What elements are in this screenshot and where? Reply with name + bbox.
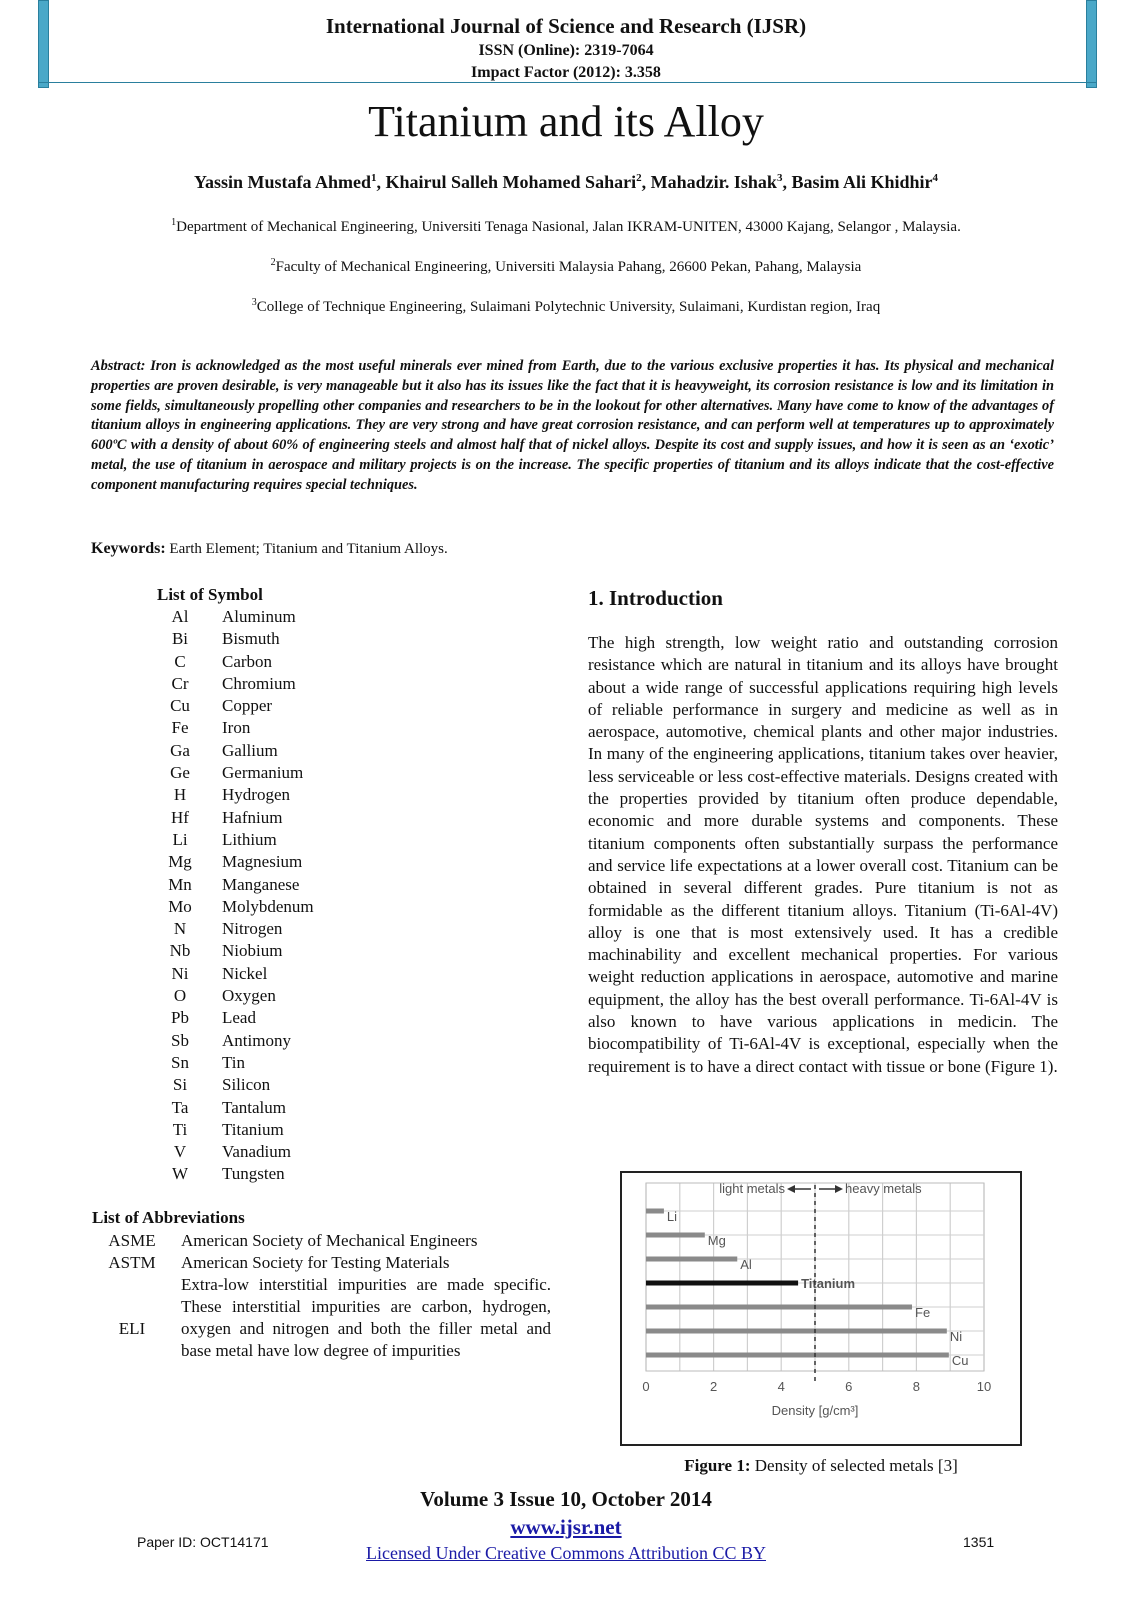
symbol-name: Titanium	[222, 1119, 284, 1139]
symbol-abbr: O	[173, 986, 187, 1006]
symbol-name: Germanium	[222, 763, 304, 783]
affiliation-2: $^2$Faculty of Mechanical Engineering, Universiti Malaysia Pahang, 26600 Pekan, Pahang, Malaysia	[270, 257, 862, 275]
symbol-row	[150, 1074, 314, 1096]
symbols-heading: List of Symbol	[157, 585, 263, 604]
symbol-abbr: Mn	[168, 874, 192, 894]
x-tick-label: 6	[845, 1379, 853, 1394]
symbol-abbr: Ni	[171, 963, 189, 983]
symbol-abbr: Ga	[170, 740, 190, 760]
keywords	[91, 540, 1054, 558]
symbol-row	[150, 1163, 314, 1185]
abbreviation-key: ASTM	[108, 1253, 156, 1272]
figure-caption	[620, 1456, 1022, 1476]
impact-factor: Impact Factor (2012): 3.358	[471, 64, 661, 81]
abbreviation-text: American Society of Mechanical Engineers	[181, 1231, 478, 1250]
symbol-row	[150, 829, 314, 851]
x-tick-label: 2	[709, 1379, 718, 1394]
figure-caption-text: Density of selected metals [3]	[750, 1456, 958, 1475]
symbol-name: Bismuth	[222, 629, 280, 649]
symbol-abbr: Hf	[171, 807, 189, 827]
symbol-abbr: Mo	[168, 896, 192, 916]
bar-label-fe: Fe	[915, 1305, 931, 1320]
symbol-name: Nitrogen	[222, 919, 283, 939]
symbol-abbr: N	[173, 919, 187, 939]
bar-label-cu: Cu	[951, 1353, 969, 1368]
authors: Yassin Mustafa Ahmed$^1$, Khairul Salleh Mohamed Sahari$^2$, Mahadzir. Ishak$^3$, Basim Ali Khidhir$^4$	[194, 172, 938, 192]
symbol-name: Copper	[222, 696, 273, 716]
symbol-name: Chromium	[222, 673, 296, 693]
symbol-row	[150, 896, 314, 918]
symbol-list	[150, 606, 314, 1186]
keywords-text: Earth Element; Titanium and Titanium Alloys.	[165, 541, 448, 557]
x-tick-label: 10	[976, 1379, 992, 1394]
density-chart	[620, 1171, 1022, 1446]
symbol-row	[150, 717, 314, 739]
bar-label-al: Al	[740, 1257, 752, 1272]
symbol-row	[150, 1030, 314, 1052]
footer-license-link[interactable]: Licensed Under Creative Commons Attribution CC BY	[366, 1543, 766, 1563]
symbol-row	[150, 1052, 314, 1074]
symbol-abbr: Bi	[171, 629, 189, 649]
symbol-abbr: C	[174, 651, 186, 671]
symbol-row	[150, 628, 314, 650]
affiliation-3: $^3$College of Technique Engineering, Sulaimani Polytechnic University, Sulaimani, Kurdistan region, Iraq	[251, 297, 881, 315]
symbol-name: Lead	[222, 1008, 256, 1028]
symbol-abbr: Ge	[170, 763, 190, 783]
symbol-name: Aluminum	[222, 607, 296, 626]
symbol-abbr: Sn	[171, 1052, 189, 1072]
symbol-name: Molybdenum	[222, 896, 314, 916]
symbol-name: Tin	[222, 1052, 246, 1072]
footer-paper-id: Paper ID: OCT14171	[137, 1534, 269, 1550]
chart-x-axis-label: Density [g/cm³]	[771, 1403, 859, 1418]
symbol-name: Oxygen	[222, 986, 276, 1006]
symbol-abbr: Mg	[168, 852, 192, 872]
symbol-name: Tungsten	[222, 1164, 285, 1184]
issn: ISSN (Online): 2319-7064	[478, 42, 654, 59]
header-rule	[38, 82, 1096, 83]
abbreviation-key: ELI	[118, 1319, 146, 1338]
symbol-row	[150, 963, 314, 985]
footer-page-number: 1351	[963, 1534, 995, 1550]
symbol-name: Hafnium	[222, 807, 283, 827]
paper-title: Titanium and its Alloy	[368, 97, 764, 146]
symbol-abbr: H	[173, 785, 187, 805]
abstract: Abstract: Iron is acknowledged as the most useful minerals ever mined from Earth, due to the various exclusive properties it has. Its physical and mechanical properties are proven desirable, is very manageable but it also has its issues like the fact that it is heavyweight, its corrosion resistance is low and its limitation in some fields, simultaneously propelling other companies and researchers to be in the lookout for other alternatives. Many have come to know of the advantages of titanium alloys in engineering applications. They are very strong and have great corrosion resistance, and can perform well at temperatures up to approximately 600ºC with a density of about 60% of engineering steels and almost half that of nickel alloys. Despite its cost and supply issues, and how it is seen as an ‘exotic’ metal, the use of titanium in aerospace and military projects is on the increase. The specific properties of titanium and its alloys indicate that the cost-effective component manufacturing requires special techniques.	[91, 358, 1054, 493]
figure-caption-label: Figure 1:	[684, 1456, 751, 1475]
annotation-heavy-metals: heavy metals	[845, 1181, 922, 1196]
symbol-name: Gallium	[222, 740, 278, 760]
symbol-row	[150, 918, 314, 940]
keywords-label: Keywords:	[91, 540, 166, 557]
footer-volume: Volume 3 Issue 10, October 2014	[420, 1487, 712, 1511]
symbol-row	[150, 740, 314, 762]
symbol-row	[150, 673, 314, 695]
symbol-row	[150, 940, 314, 962]
symbol-row	[150, 851, 314, 873]
introduction-body: The high strength, low weight ratio and outstanding corrosion resistance which are natural in titanium and its alloys have brought about a wide range of successful applications requiring high levels of reliable performance in surgery and medicine as well as in aerospace, automotive, chemical plants and other major industries. In many of the engineering applications, titanium takes over heavier, less serviceable or less cost-effective materials. Designs created with the properties provided by titanium often produce dependable, economic and more durable systems and components. These titanium components often substantially surpass the performance and service life expectations at a lower overall cost. Titanium can be obtained in several different grades. Pure titanium is not as formidable as the different titanium alloys. Titanium (Ti-6Al-4V) alloy is one that is most extensively used. It has a credible machinability and excellent mechanical properties. For various weight reduction applications in aerospace, automotive and marine equipment, the alloy has the best overall performance. Ti-6Al-4V is also known to have various applications in medicin. The biocompatibility of Ti-6Al-4V is exceptional, especially when the requirement is to have a direct contact with tissue or bone (Figure 1).	[588, 633, 1058, 1076]
x-tick-label: 4	[777, 1379, 785, 1394]
bar-label-ni: Ni	[949, 1329, 963, 1344]
symbol-name: Magnesium	[222, 852, 303, 872]
symbol-row	[150, 784, 314, 806]
symbol-name: Nickel	[222, 963, 268, 983]
symbol-row	[150, 695, 314, 717]
symbol-abbr: Fe	[171, 718, 189, 738]
journal-name: International Journal of Science and Research (IJSR)	[325, 14, 807, 38]
symbol-abbr: Si	[172, 1075, 188, 1095]
symbol-abbr: Al	[171, 607, 189, 626]
symbol-abbr: Nb	[169, 941, 191, 961]
symbol-name: Vanadium	[222, 1142, 291, 1162]
symbol-name: Silicon	[222, 1075, 271, 1095]
symbol-abbr: Li	[172, 829, 188, 849]
symbol-abbr: W	[171, 1164, 189, 1184]
symbol-row	[150, 1141, 314, 1163]
abbreviations-heading: List of Abbreviations	[92, 1208, 245, 1227]
abbreviation-key: ASME	[108, 1231, 156, 1250]
bar-label-mg: Mg	[707, 1233, 726, 1248]
symbol-row	[150, 1097, 314, 1119]
bar-label-titanium: Titanium	[801, 1276, 856, 1291]
annotation-light-metals: light metals	[719, 1181, 785, 1196]
symbol-abbr: Cr	[171, 673, 189, 693]
symbol-abbr: Ta	[171, 1097, 189, 1117]
symbol-row	[150, 762, 314, 784]
symbol-row	[150, 807, 314, 829]
symbol-abbr: V	[173, 1142, 187, 1162]
symbol-name: Antimony	[222, 1030, 291, 1050]
section-heading-introduction: 1. Introduction	[588, 586, 723, 610]
symbol-name: Hydrogen	[222, 785, 290, 805]
symbol-row	[150, 1007, 314, 1029]
symbol-abbr: Pb	[171, 1008, 189, 1028]
x-tick-label: 8	[912, 1379, 921, 1394]
symbol-name: Lithium	[222, 829, 277, 849]
symbol-name: Manganese	[222, 874, 300, 894]
symbol-name: Carbon	[222, 651, 273, 671]
symbol-row	[150, 874, 314, 896]
symbol-abbr: Sb	[171, 1030, 189, 1050]
abbreviation-text: American Society for Testing Materials	[181, 1253, 450, 1272]
symbol-name: Tantalum	[222, 1097, 286, 1117]
symbol-name: Iron	[222, 718, 251, 738]
abbreviation-text: Extra-low interstitial impurities are made specific. These interstitial impurities are carbon, hydrogen, oxygen and nitrogen and both the filler metal and base metal have low degree of impurities	[181, 1275, 551, 1360]
symbol-row	[150, 1119, 314, 1141]
footer-site-link[interactable]: www.ijsr.net	[510, 1515, 622, 1539]
bar-label-li: Li	[666, 1209, 678, 1224]
symbol-name: Niobium	[222, 941, 283, 961]
symbol-row	[150, 651, 314, 673]
x-tick-label: 0	[642, 1379, 650, 1394]
symbol-abbr: Cu	[170, 696, 190, 716]
symbol-row	[150, 985, 314, 1007]
affiliation-1: $^1$Department of Mechanical Engineering, Universiti Tenaga Nasional, Jalan IKRAM-UNITEN, 43000 Kajang, Selangor , Malaysia.	[171, 217, 961, 235]
symbol-abbr: Ti	[172, 1119, 188, 1139]
symbol-row	[150, 606, 314, 628]
